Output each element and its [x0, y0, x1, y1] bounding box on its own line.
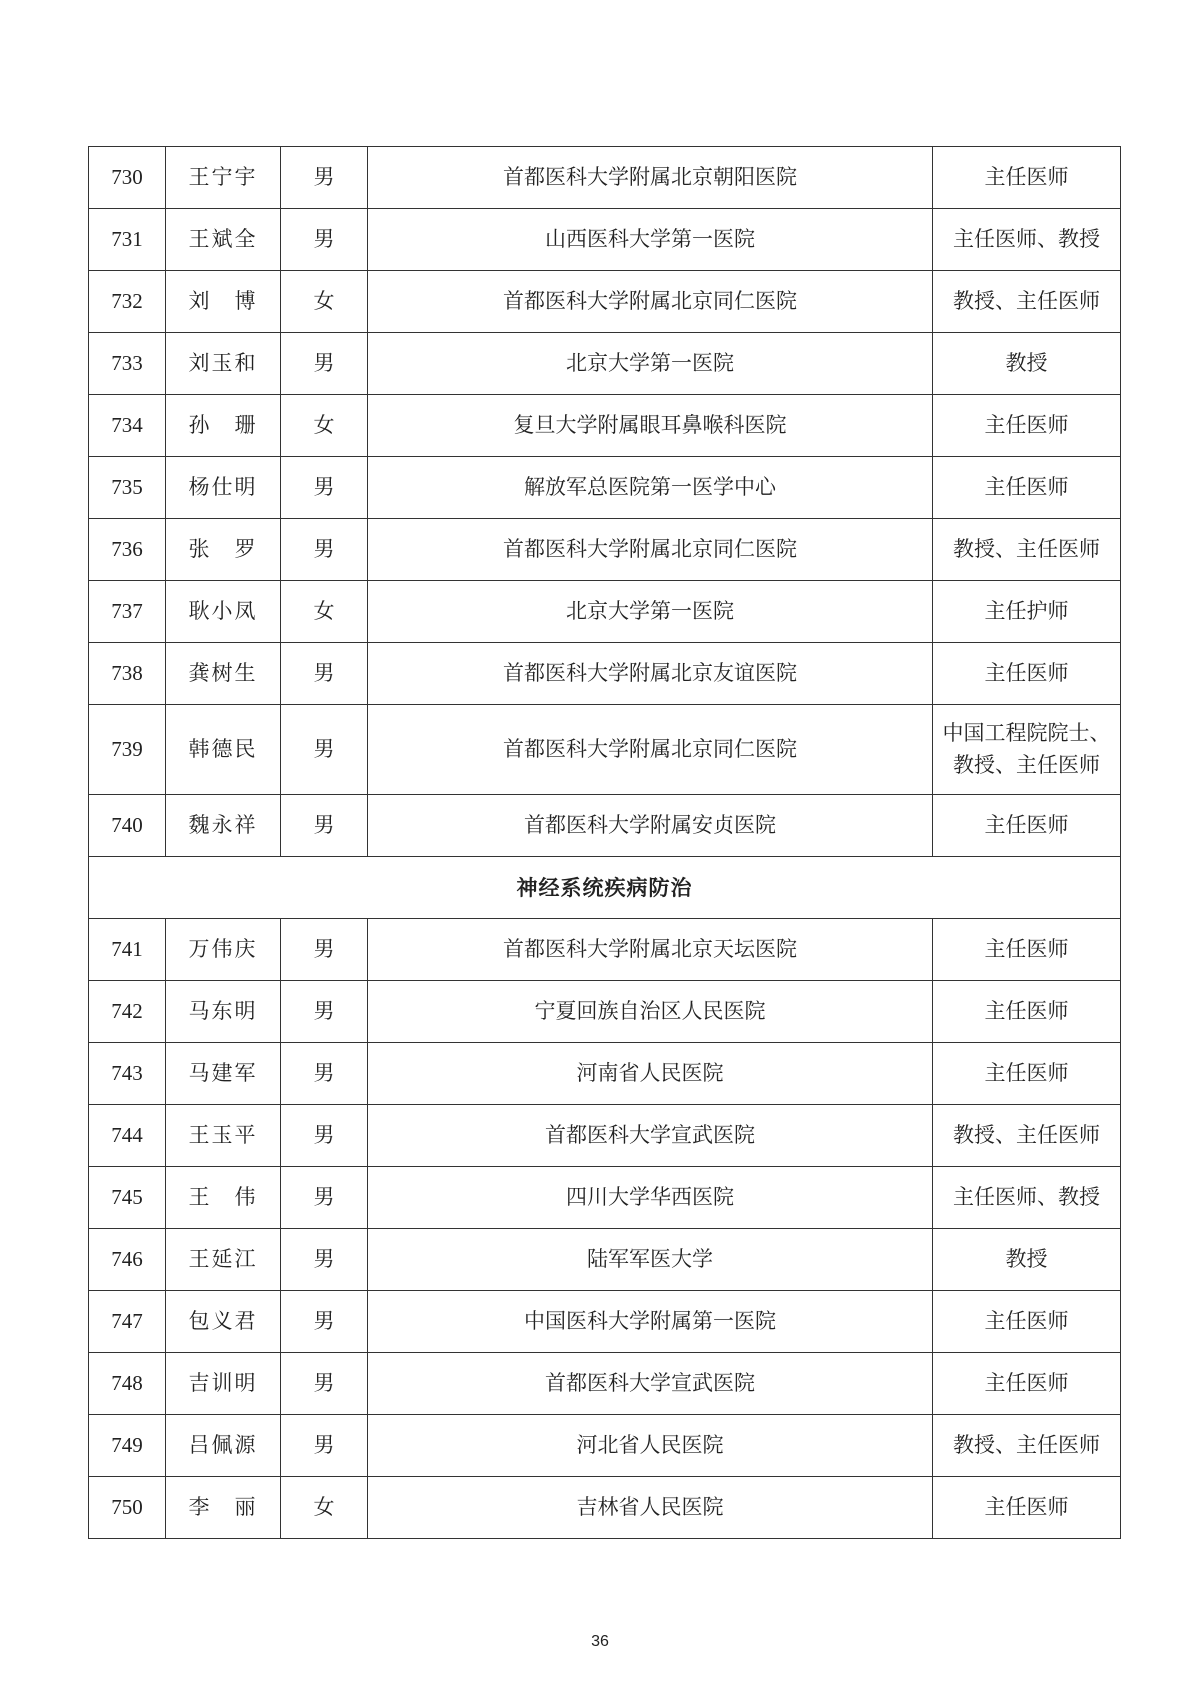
job-title: 主任医师 [933, 643, 1121, 705]
work-unit: 首都医科大学附属北京同仁医院 [368, 519, 933, 581]
job-title: 主任医师 [933, 1291, 1121, 1353]
job-title: 教授、主任医师 [933, 1415, 1121, 1477]
work-unit: 首都医科大学附属北京同仁医院 [368, 705, 933, 795]
row-number: 737 [89, 581, 166, 643]
row-number: 739 [89, 705, 166, 795]
work-unit: 首都医科大学附属北京同仁医院 [368, 271, 933, 333]
gender: 男 [281, 1167, 368, 1229]
person-name: 魏永祥 [166, 795, 281, 857]
row-number: 744 [89, 1105, 166, 1167]
gender: 男 [281, 1105, 368, 1167]
gender: 男 [281, 795, 368, 857]
table-row [89, 981, 1121, 1043]
person-name: 马建军 [166, 1043, 281, 1105]
work-unit: 河北省人民医院 [368, 1415, 933, 1477]
gender: 女 [281, 271, 368, 333]
row-number: 742 [89, 981, 166, 1043]
gender: 男 [281, 1415, 368, 1477]
work-unit: 解放军总医院第一医学中心 [368, 457, 933, 519]
gender: 男 [281, 519, 368, 581]
gender: 男 [281, 919, 368, 981]
work-unit: 陆军军医大学 [368, 1229, 933, 1291]
table-row [89, 1477, 1121, 1539]
table-row [89, 795, 1121, 857]
person-name: 吕佩源 [166, 1415, 281, 1477]
person-name: 韩德民 [166, 705, 281, 795]
gender: 女 [281, 1477, 368, 1539]
table-row [89, 209, 1121, 271]
work-unit: 首都医科大学宣武医院 [368, 1353, 933, 1415]
job-title [933, 705, 1121, 795]
work-unit: 首都医科大学附属北京朝阳医院 [368, 147, 933, 209]
gender: 男 [281, 1291, 368, 1353]
row-number: 746 [89, 1229, 166, 1291]
job-title: 教授、主任医师 [933, 519, 1121, 581]
job-title: 教授 [933, 1229, 1121, 1291]
table-row [89, 581, 1121, 643]
person-name: 龚树生 [166, 643, 281, 705]
row-number: 743 [89, 1043, 166, 1105]
table-row [89, 919, 1121, 981]
job-title: 主任医师 [933, 919, 1121, 981]
gender: 女 [281, 581, 368, 643]
job-title: 主任医师 [933, 1043, 1121, 1105]
person-name: 王延江 [166, 1229, 281, 1291]
job-title: 教授、主任医师 [933, 271, 1121, 333]
work-unit: 首都医科大学附属北京友谊医院 [368, 643, 933, 705]
job-title-line: 教授、主任医师 [953, 752, 1100, 777]
job-title: 教授、主任医师 [933, 1105, 1121, 1167]
table-row [89, 705, 1121, 795]
row-number: 748 [89, 1353, 166, 1415]
gender: 男 [281, 333, 368, 395]
row-number: 738 [89, 643, 166, 705]
person-name: 李 丽 [166, 1477, 281, 1539]
table-row [89, 519, 1121, 581]
gender: 男 [281, 209, 368, 271]
gender: 男 [281, 147, 368, 209]
person-name: 王斌全 [166, 209, 281, 271]
section-row [89, 857, 1121, 919]
row-number: 736 [89, 519, 166, 581]
table-row [89, 643, 1121, 705]
person-name: 耿小凤 [166, 581, 281, 643]
work-unit: 山西医科大学第一医院 [368, 209, 933, 271]
person-name: 杨仕明 [166, 457, 281, 519]
person-name: 刘 博 [166, 271, 281, 333]
table-row [89, 1415, 1121, 1477]
row-number: 735 [89, 457, 166, 519]
table-row [89, 457, 1121, 519]
page-number: 36 [591, 1633, 609, 1650]
job-title: 主任医师、教授 [933, 209, 1121, 271]
gender: 男 [281, 981, 368, 1043]
table-row [89, 1353, 1121, 1415]
job-title: 主任医师、教授 [933, 1167, 1121, 1229]
person-name: 万伟庆 [166, 919, 281, 981]
row-number: 745 [89, 1167, 166, 1229]
job-title: 主任医师 [933, 795, 1121, 857]
table-row [89, 271, 1121, 333]
work-unit: 北京大学第一医院 [368, 581, 933, 643]
roster-table [88, 146, 1121, 1539]
person-name: 王 伟 [166, 1167, 281, 1229]
row-number: 741 [89, 919, 166, 981]
row-number: 747 [89, 1291, 166, 1353]
job-title: 主任医师 [933, 1477, 1121, 1539]
job-title: 主任医师 [933, 457, 1121, 519]
row-number: 731 [89, 209, 166, 271]
row-number: 733 [89, 333, 166, 395]
job-title: 主任医师 [933, 1353, 1121, 1415]
row-number: 734 [89, 395, 166, 457]
person-name: 王宁宇 [166, 147, 281, 209]
job-title: 主任医师 [933, 981, 1121, 1043]
table-row [89, 395, 1121, 457]
table-row [89, 1167, 1121, 1229]
job-title-line: 中国工程院院士、 [942, 721, 1111, 745]
person-name: 马东明 [166, 981, 281, 1043]
job-title: 主任医师 [933, 395, 1121, 457]
gender: 男 [281, 1353, 368, 1415]
row-number: 732 [89, 271, 166, 333]
work-unit: 中国医科大学附属第一医院 [368, 1291, 933, 1353]
person-name: 孙 珊 [166, 395, 281, 457]
table-row [89, 1229, 1121, 1291]
person-name: 刘玉和 [166, 333, 281, 395]
gender: 男 [281, 457, 368, 519]
section-title: 神经系统疾病防治 [89, 857, 1121, 919]
gender: 男 [281, 1229, 368, 1291]
gender: 男 [281, 1043, 368, 1105]
work-unit: 北京大学第一医院 [368, 333, 933, 395]
work-unit: 四川大学华西医院 [368, 1167, 933, 1229]
work-unit: 首都医科大学宣武医院 [368, 1105, 933, 1167]
table-row [89, 1291, 1121, 1353]
job-title: 主任医师 [933, 147, 1121, 209]
work-unit: 首都医科大学附属安贞医院 [368, 795, 933, 857]
row-number: 750 [89, 1477, 166, 1539]
work-unit: 吉林省人民医院 [368, 1477, 933, 1539]
work-unit: 河南省人民医院 [368, 1043, 933, 1105]
table-row [89, 1043, 1121, 1105]
person-name: 张 罗 [166, 519, 281, 581]
row-number: 730 [89, 147, 166, 209]
row-number: 740 [89, 795, 166, 857]
table-row [89, 333, 1121, 395]
table-row [89, 147, 1121, 209]
table-row [89, 1105, 1121, 1167]
work-unit: 宁夏回族自治区人民医院 [368, 981, 933, 1043]
gender: 女 [281, 395, 368, 457]
job-title: 主任护师 [933, 581, 1121, 643]
person-name: 王玉平 [166, 1105, 281, 1167]
row-number: 749 [89, 1415, 166, 1477]
person-name: 吉训明 [166, 1353, 281, 1415]
work-unit: 首都医科大学附属北京天坛医院 [368, 919, 933, 981]
gender: 男 [281, 705, 368, 795]
gender: 男 [281, 643, 368, 705]
job-title: 教授 [933, 333, 1121, 395]
work-unit: 复旦大学附属眼耳鼻喉科医院 [368, 395, 933, 457]
person-name: 包义君 [166, 1291, 281, 1353]
